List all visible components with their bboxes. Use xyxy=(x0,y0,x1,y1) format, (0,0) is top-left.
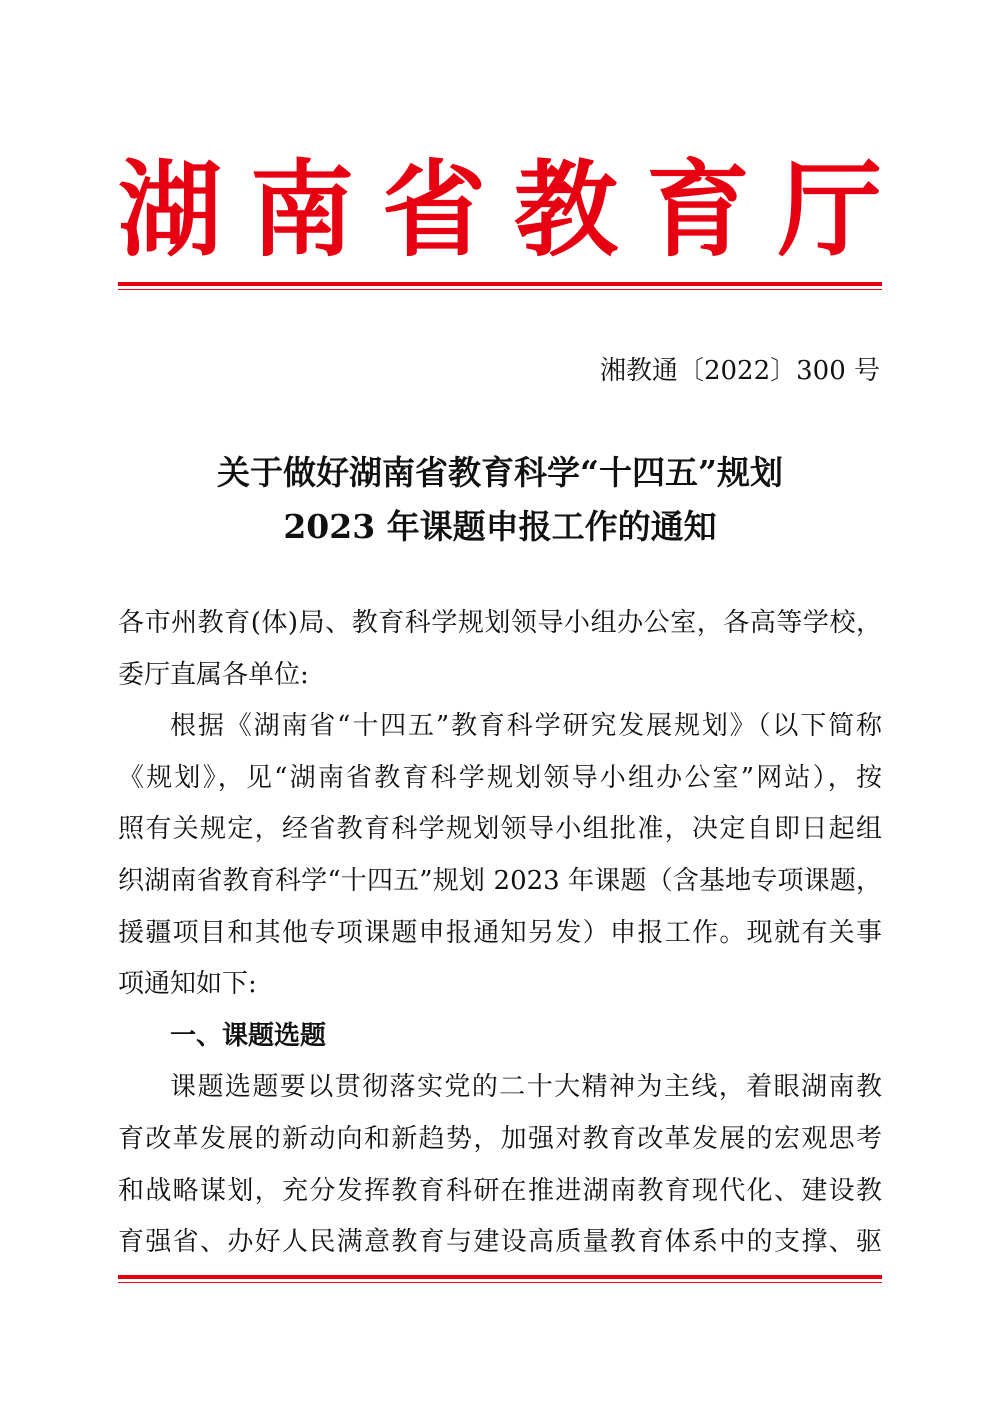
addressee-line-2: 委厅直属各单位: xyxy=(118,659,309,690)
document-title xyxy=(118,446,882,554)
paragraph-line: 《规划》，见“湖南省教育科学规划领导小组办公室”网站），按 xyxy=(118,762,882,793)
paragraph-line: 育强省、办好人民满意教育与建设高质量教育体系中的支撑、驱 xyxy=(118,1227,882,1258)
paragraph-line: 和战略谋划，充分发挥教育科研在推进湖南教育现代化、建设教 xyxy=(118,1175,882,1206)
letterhead-red-rule xyxy=(118,282,882,290)
paragraph-line: 援疆项目和其他专项课题申报通知另发）申报工作。现就有关事 xyxy=(118,917,882,948)
org-letterhead-title: 湖南省教育厅 xyxy=(118,148,882,271)
section-heading: 一、课题选题 xyxy=(170,1020,327,1051)
paragraph-line: 织湖南省教育科学“十四五”规划 2023 年课题（含基地专项课题， xyxy=(118,865,882,896)
footer-red-rule xyxy=(118,1275,882,1283)
addressee-line-1: 各市州教育(体)局、教育科学规划领导小组办公室，各高等学校， xyxy=(118,608,882,638)
paragraph-line: 根据《湖南省“十四五”教育科学研究发展规划》（以下简称 xyxy=(170,711,882,742)
document-body xyxy=(118,598,882,1269)
paragraph-line: 课题选题要以贯彻落实党的二十大精神为主线，着眼湖南教 xyxy=(170,1072,882,1103)
paragraph-line: 照有关规定，经省教育科学规划领导小组批准，决定自即日起组 xyxy=(118,814,882,845)
document-title-line-1: 关于做好湖南省教育科学“十四五”规划 xyxy=(217,453,783,492)
paragraph-line: 育改革发展的新动向和新趋势，加强对教育改革发展的宏观思考 xyxy=(118,1123,882,1154)
document-number: 湘教通〔2022〕300 号 xyxy=(599,356,880,386)
document-title-line-2: 2023 年课题申报工作的通知 xyxy=(283,507,717,546)
paragraph-line: 项通知如下: xyxy=(118,969,257,1000)
